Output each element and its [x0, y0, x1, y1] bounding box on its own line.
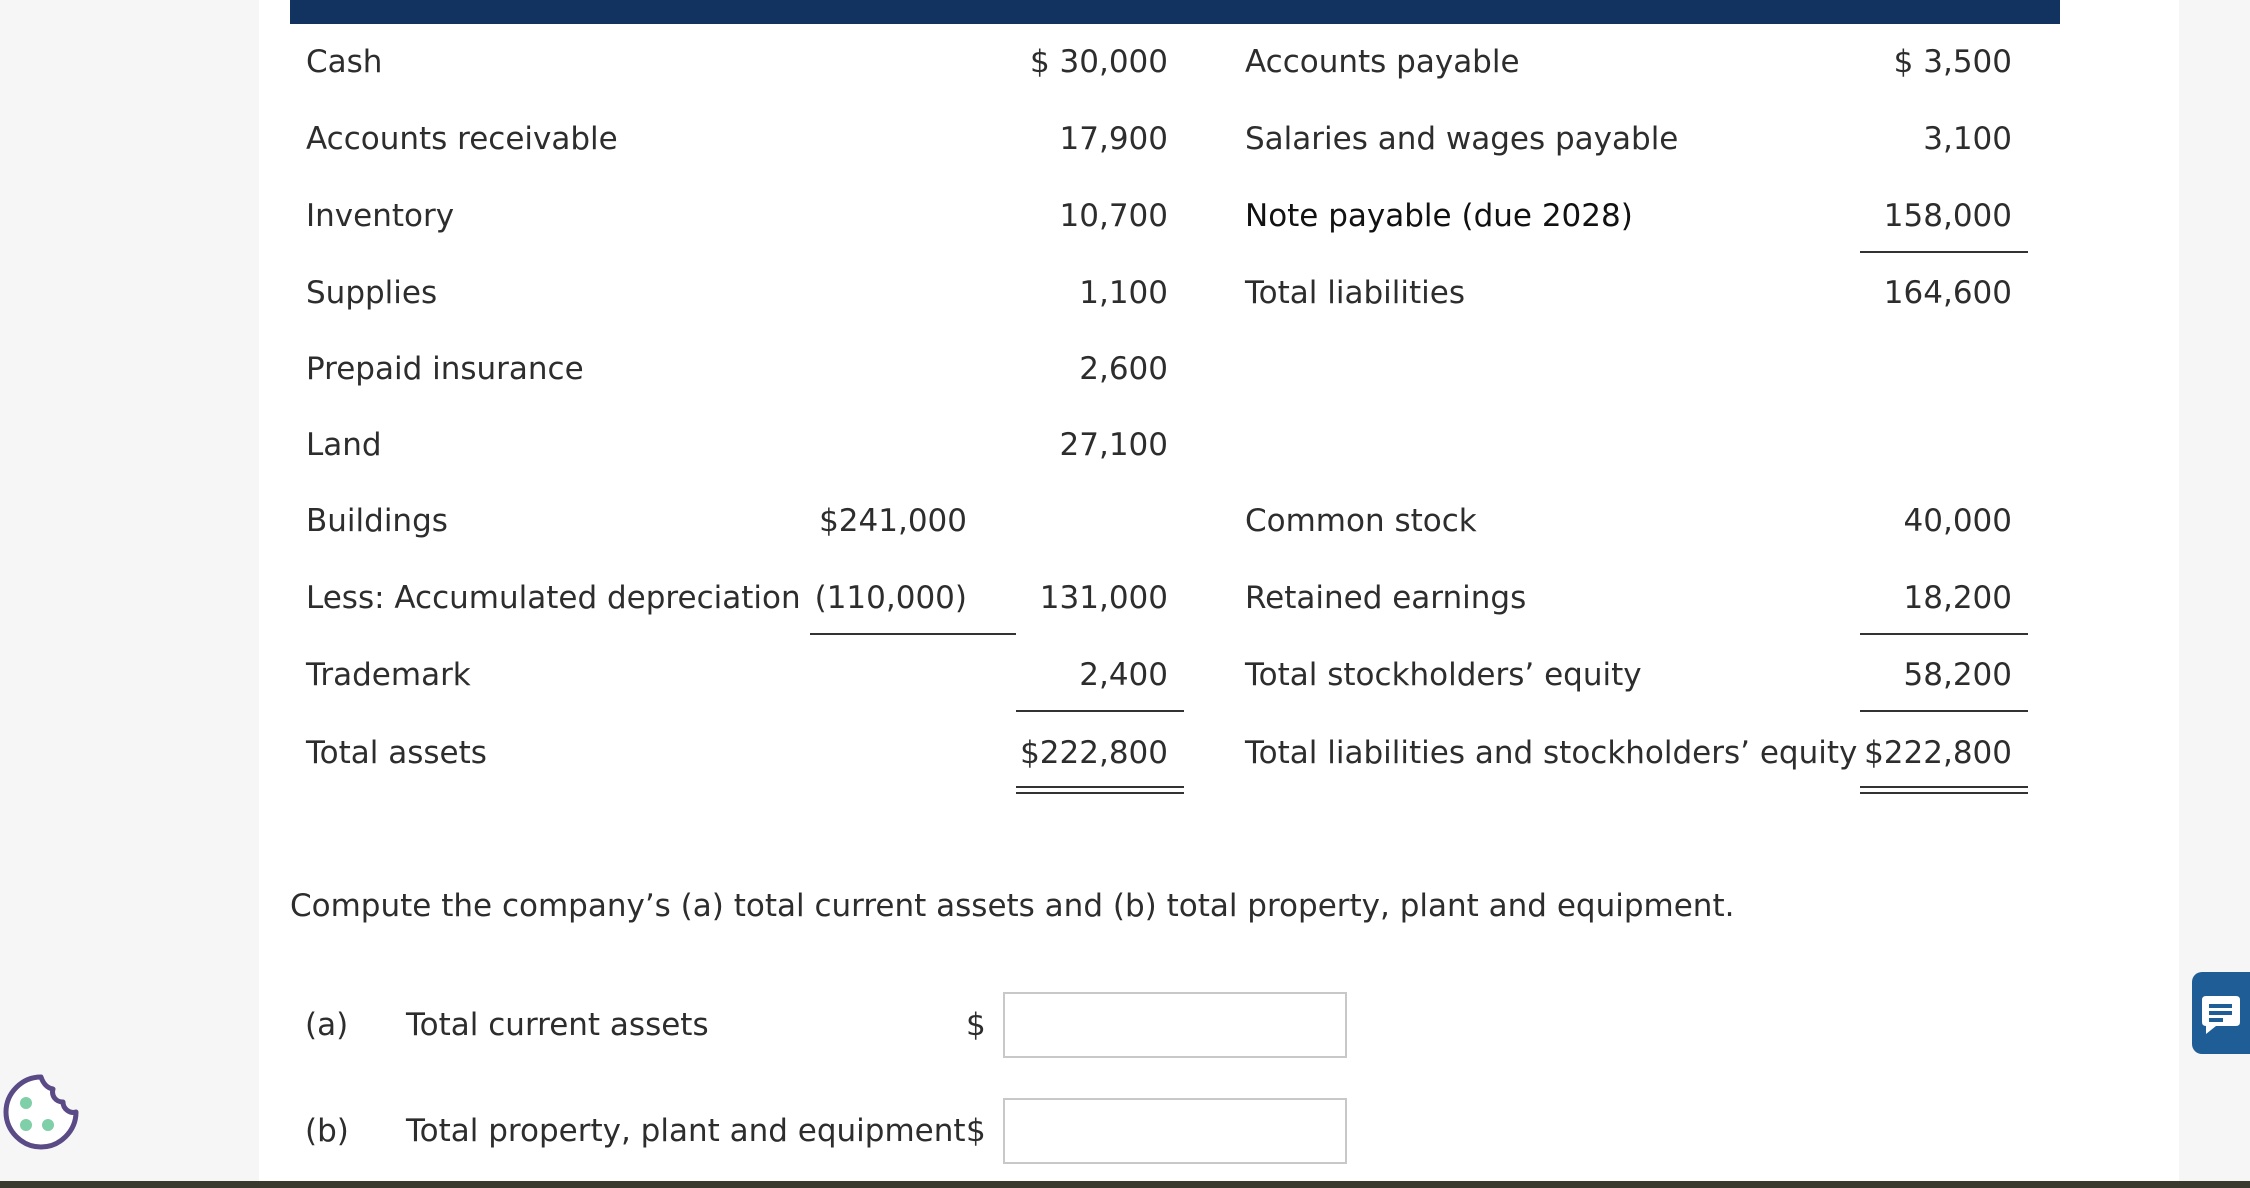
answer-label: Total current assets — [406, 1007, 709, 1043]
asset-amount: 1,100 — [1079, 275, 1168, 311]
bottom-strip — [0, 1181, 2250, 1188]
double-underline — [1860, 786, 2028, 794]
underline — [1860, 633, 2028, 635]
asset-amount: 2,400 — [1079, 657, 1168, 693]
asset-amount: 10,700 — [1059, 198, 1168, 234]
chat-icon — [2192, 972, 2250, 1054]
table-header-bar — [290, 0, 2060, 24]
liability-equity-label: Note payable (due 2028) — [1245, 198, 1633, 234]
liability-equity-label: Accounts payable — [1245, 44, 1520, 80]
asset-label: Less: Accumulated depreciation — [306, 580, 801, 616]
liability-equity-amount: 40,000 — [1903, 503, 2012, 539]
asset-subamount: $241,000 — [819, 503, 967, 539]
liability-equity-amount: $ 3,500 — [1893, 44, 2012, 80]
asset-subamount: (110,000) — [814, 580, 967, 616]
asset-label: Trademark — [306, 657, 471, 693]
liability-equity-label: Salaries and wages payable — [1245, 121, 1679, 157]
asset-amount: $ 30,000 — [1029, 44, 1168, 80]
liability-equity-label: Total liabilities and stockholders’ equity — [1245, 735, 1858, 771]
liability-equity-amount: 3,100 — [1923, 121, 2012, 157]
cookie-settings-button[interactable] — [0, 1071, 82, 1153]
liability-equity-amount: 58,200 — [1903, 657, 2012, 693]
liability-equity-label: Common stock — [1245, 503, 1477, 539]
total-ppe-input[interactable] — [1003, 1098, 1347, 1164]
asset-label: Prepaid insurance — [306, 351, 584, 387]
answer-letter: (b) — [305, 1113, 349, 1149]
asset-label: Buildings — [306, 503, 448, 539]
total-current-assets-input[interactable] — [1003, 992, 1347, 1058]
asset-amount: 27,100 — [1059, 427, 1168, 463]
liability-equity-amount: 164,600 — [1883, 275, 2012, 311]
answer-letter: (a) — [305, 1007, 349, 1043]
asset-label: Total assets — [306, 735, 487, 771]
currency-symbol: $ — [966, 1113, 986, 1149]
asset-label: Land — [306, 427, 382, 463]
liability-equity-amount: 18,200 — [1903, 580, 2012, 616]
asset-amount: $222,800 — [1020, 735, 1168, 771]
question-text: Compute the company’s (a) total current assets and (b) total property, plant and equipment. — [290, 888, 1735, 924]
underline — [810, 633, 1016, 635]
cookie-icon — [0, 1071, 82, 1153]
liability-equity-label: Total stockholders’ equity — [1245, 657, 1642, 693]
asset-label: Cash — [306, 44, 383, 80]
asset-amount: 2,600 — [1079, 351, 1168, 387]
asset-label: Accounts receivable — [306, 121, 618, 157]
liability-equity-amount: 158,000 — [1883, 198, 2012, 234]
currency-symbol: $ — [966, 1007, 986, 1043]
double-underline — [1016, 786, 1184, 794]
chat-button[interactable] — [2192, 972, 2250, 1054]
liability-equity-label: Total liabilities — [1245, 275, 1465, 311]
underline — [1860, 710, 2028, 712]
answer-label: Total property, plant and equipment — [406, 1113, 966, 1149]
asset-amount: 131,000 — [1039, 580, 1168, 616]
asset-amount: 17,900 — [1059, 121, 1168, 157]
underline — [1860, 251, 2028, 253]
asset-label: Supplies — [306, 275, 438, 311]
liability-equity-label: Retained earnings — [1245, 580, 1527, 616]
asset-label: Inventory — [306, 198, 455, 234]
liability-equity-amount: $222,800 — [1864, 735, 2012, 771]
underline — [1016, 710, 1184, 712]
